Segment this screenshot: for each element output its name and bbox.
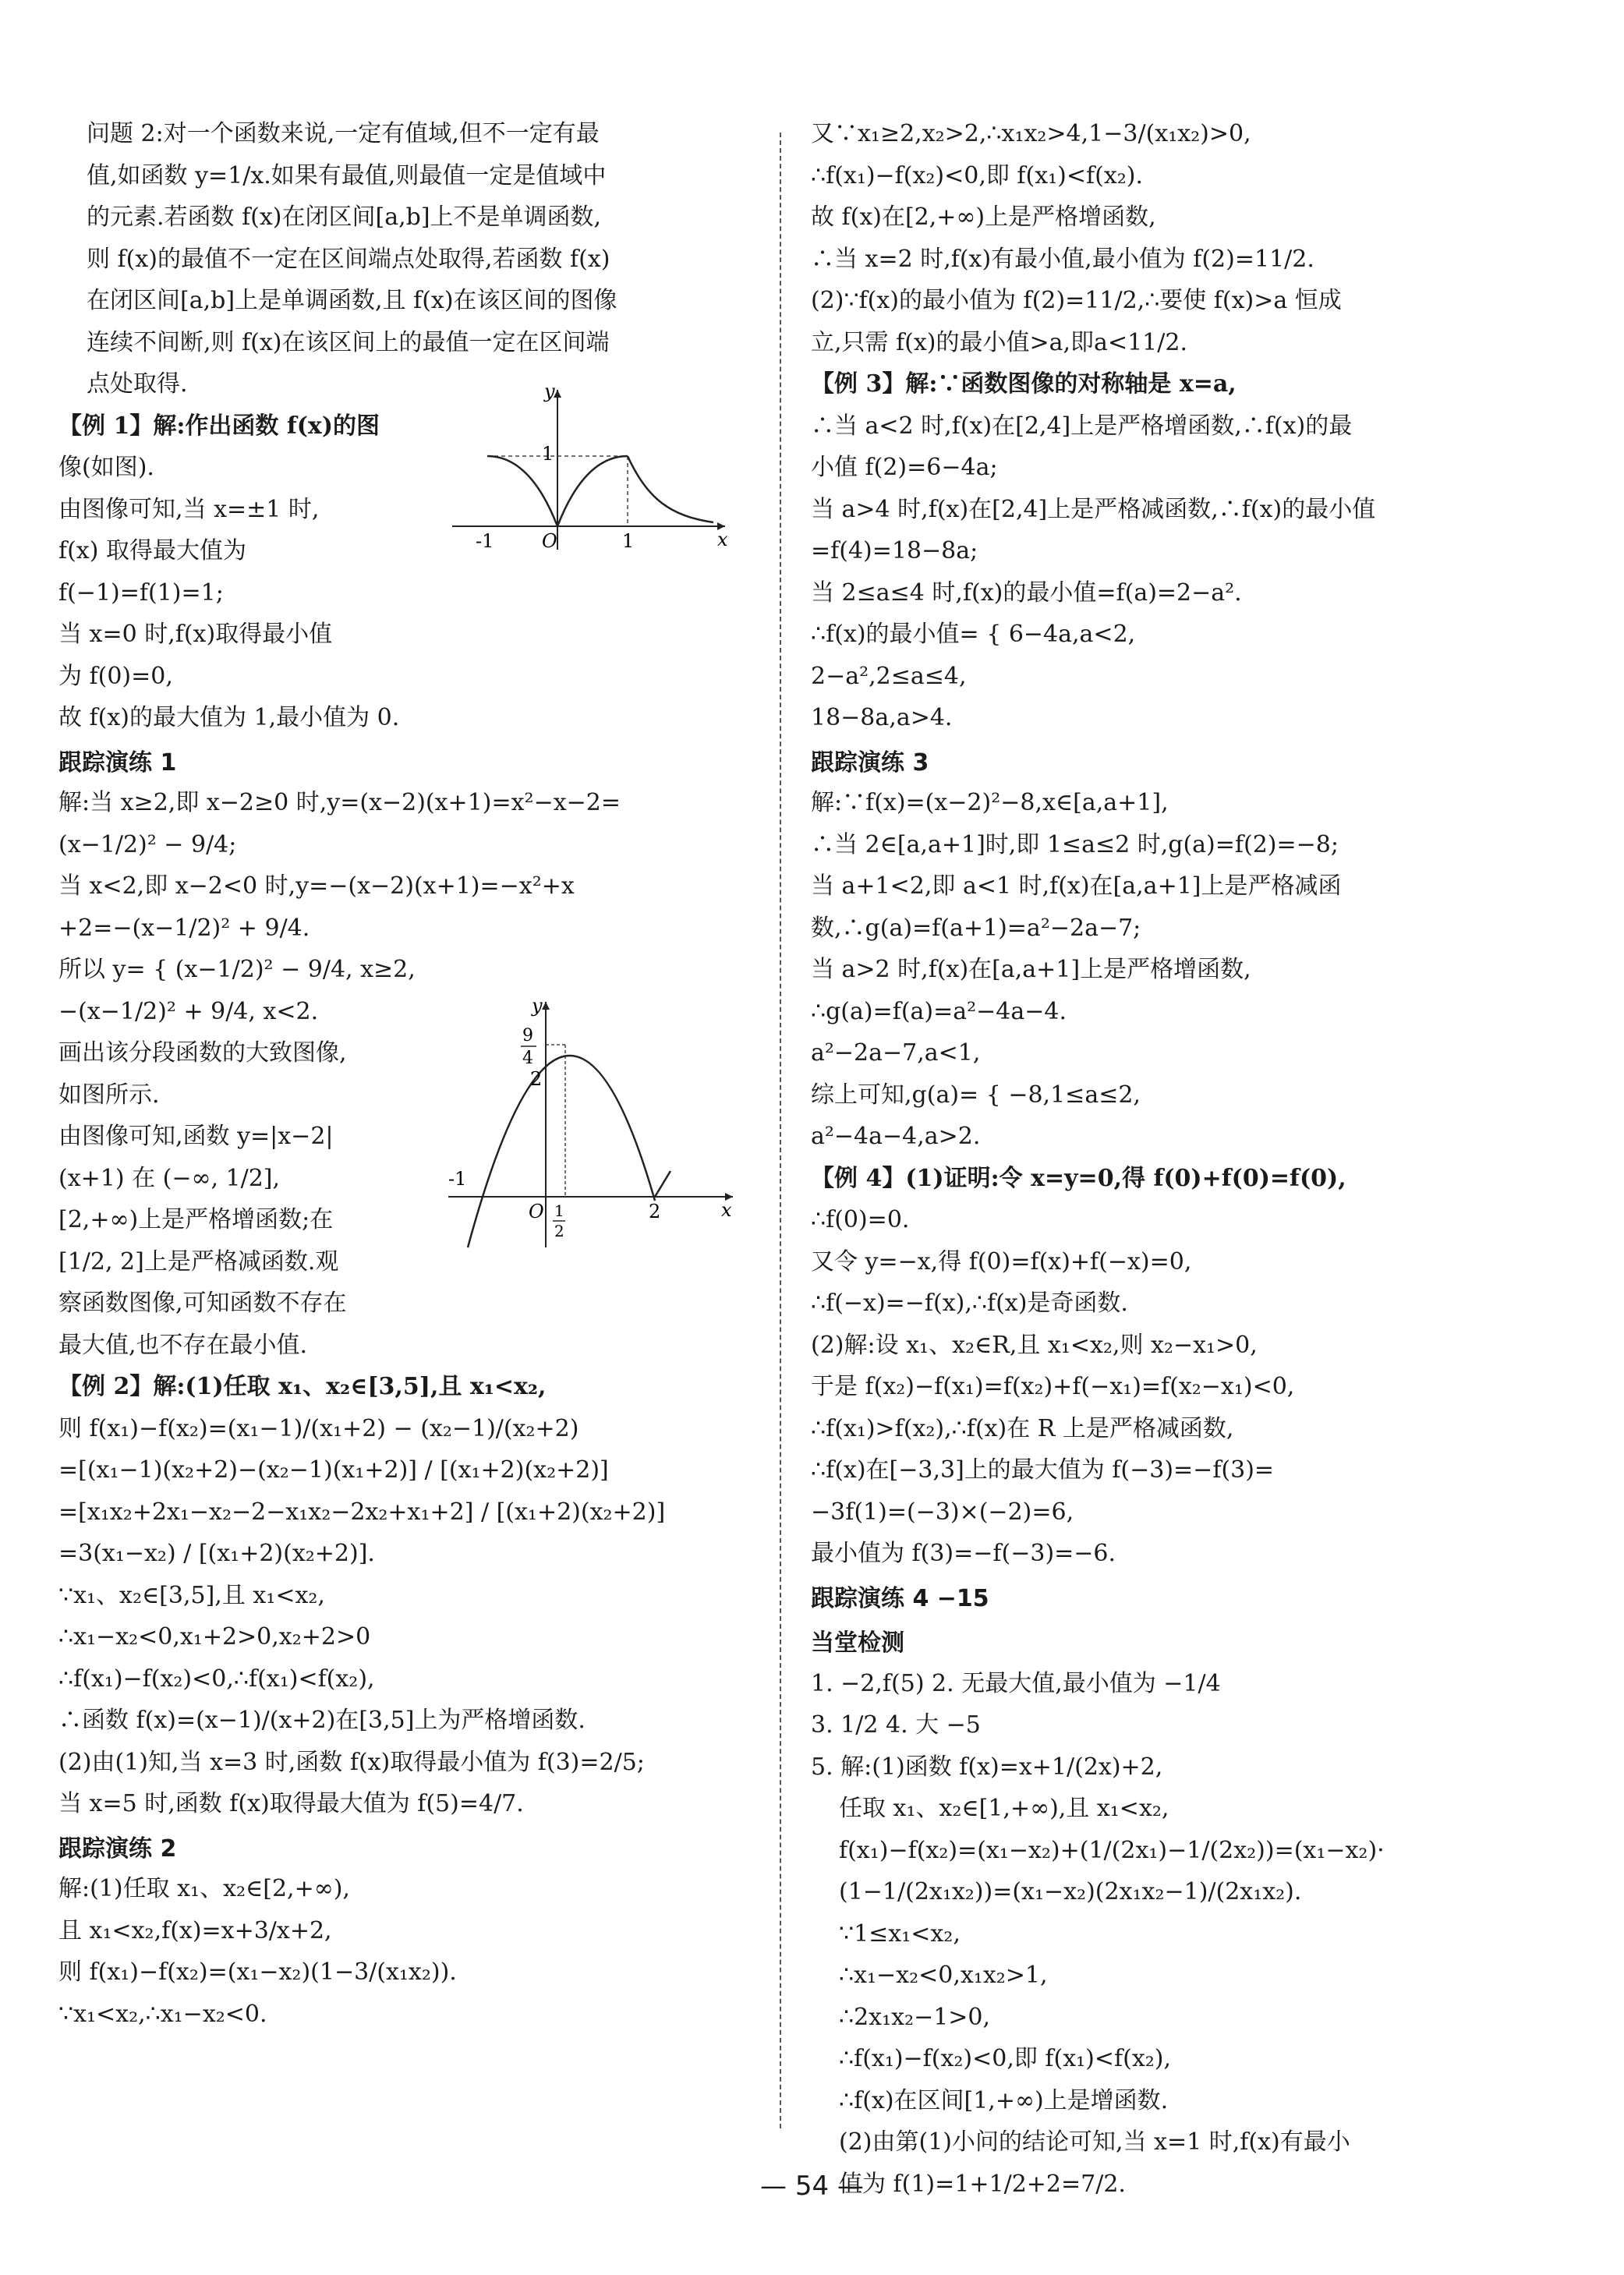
text-line: ∴当 2∈[a,a+1]时,即 1≤a≤2 时,g(a)=f(2)=−8; bbox=[811, 830, 1339, 858]
text-line: 18−8a,a>4. bbox=[811, 704, 953, 731]
text-line: ∵x₁、x₂∈[3,5],且 x₁<x₂, bbox=[58, 1581, 325, 1609]
text-line: −(x−1/2)² + 9/4, x<2. bbox=[58, 997, 319, 1025]
text-line: 最大值,也不存在最小值. bbox=[58, 1331, 308, 1359]
text-line: 任取 x₁、x₂∈[1,+∞),且 x₁<x₂, bbox=[839, 1795, 1169, 1822]
text-line: 于是 f(x₂)−f(x₁)=f(x₂)+f(−x₁)=f(x₂−x₁)<0, bbox=[811, 1373, 1295, 1400]
text-line: 点处取得. bbox=[87, 370, 188, 398]
text-line: ∴x₁−x₂<0,x₁+2>0,x₂+2>0 bbox=[58, 1623, 371, 1651]
text-line: 值为 f(1)=1+1/2+2=7/2. bbox=[839, 2170, 1126, 2198]
text-line: 5. 解:(1)函数 f(x)=x+1/(2x)+2, bbox=[811, 1753, 1163, 1781]
text-line: 则 f(x₁)−f(x₂)=(x₁−x₂)(1−3/(x₁x₂)). bbox=[58, 1958, 457, 1986]
text-line: 像(如图). bbox=[58, 454, 154, 481]
text-line: ∴f(x)的最小值= { 6−4a,a<2, bbox=[811, 621, 1136, 648]
text-line: 察函数图像,可知函数不存在 bbox=[58, 1290, 347, 1317]
text-line: −3f(1)=(−3)×(−2)=6, bbox=[811, 1498, 1074, 1526]
label-origin: O bbox=[542, 530, 557, 552]
text-line: 问题 2:对一个函数来说,一定有值域,但不一定有最 bbox=[87, 120, 600, 147]
text-line: [1/2, 2]上是严格减函数.观 bbox=[58, 1247, 339, 1275]
text-line: =f(4)=18−8a; bbox=[811, 537, 978, 564]
text-line: ∴f(−x)=−f(x),∴f(x)是奇函数. bbox=[811, 1290, 1128, 1317]
label-two: 2 bbox=[530, 1068, 543, 1090]
text-line: 解:当 x≥2,即 x−2≥0 时,y=(x−2)(x+1)=x²−x−2= bbox=[58, 789, 621, 816]
text-line: =[x₁x₂+2x₁−x₂−2−x₁x₂−2x₂+x₁+2] / [(x₁+2)(x₂+2)] bbox=[58, 1498, 666, 1526]
label-four: 4 bbox=[522, 1049, 533, 1068]
text-line: 则 f(x₁)−f(x₂)=(x₁−1)/(x₁+2) − (x₂−1)/(x₂+2) bbox=[58, 1414, 579, 1442]
text-line: =[(x₁−1)(x₂+2)−(x₂−1)(x₁+2)] / [(x₁+2)(x₂+2)] bbox=[58, 1456, 609, 1484]
text-line: ∴f(x₁)−f(x₂)<0,∴f(x₁)<f(x₂), bbox=[58, 1665, 375, 1693]
text-line: ∴当 x=2 时,f(x)有最小值,最小值为 f(2)=11/2. bbox=[811, 245, 1314, 273]
text-line: 【例 3】解:∵函数图像的对称轴是 x=a, bbox=[811, 370, 1237, 398]
text-line: 数,∴g(a)=f(a+1)=a²−2a−7; bbox=[811, 914, 1141, 942]
text-line: ∴g(a)=f(a)=a²−4a−4. bbox=[811, 997, 1067, 1025]
text-line: 又∵x₁≥2,x₂>2,∴x₁x₂>4,1−3/(x₁x₂)>0, bbox=[811, 120, 1251, 147]
text-line: 连续不间断,则 f(x)在该区间上的最值一定在区间端 bbox=[87, 328, 610, 356]
text-line: 2−a²,2≤a≤4, bbox=[811, 662, 967, 690]
text-line: 当 a+1<2,即 a<1 时,f(x)在[a,a+1]上是严格减函 bbox=[811, 872, 1342, 900]
text-line: f(x₁)−f(x₂)=(x₁−x₂)+(1/(2x₁)−1/(2x₂))=(x₁−x₂)· bbox=[839, 1836, 1385, 1864]
text-line: ∴当 a<2 时,f(x)在[2,4]上是严格增函数,∴f(x)的最 bbox=[811, 412, 1353, 440]
text-line: 故 f(x)的最大值为 1,最小值为 0. bbox=[58, 704, 400, 731]
text-line: a²−4a−4,a>2. bbox=[811, 1123, 981, 1150]
text-line: +2=−(x−1/2)² + 9/4. bbox=[58, 914, 310, 942]
text-line: 如图所示. bbox=[58, 1081, 160, 1109]
text-line: (2)由第(1)小问的结论可知,当 x=1 时,f(x)有最小 bbox=[839, 2128, 1350, 2156]
text-line: 且 x₁<x₂,f(x)=x+3/x+2, bbox=[58, 1916, 332, 1944]
text-line: 综上可知,g(a)= { −8,1≤a≤2, bbox=[811, 1081, 1141, 1109]
text-line: (1−1/(2x₁x₂))=(x₁−x₂)(2x₁x₂−1)/(2x₁x₂). bbox=[839, 1878, 1302, 1905]
text-line: 所以 y= { (x−1/2)² − 9/4, x≥2, bbox=[58, 956, 416, 983]
text-line: 在闭区间[a,b]上是单调函数,且 f(x)在该区间的图像 bbox=[87, 287, 617, 314]
text-line: 的元素.若函数 f(x)在闭区间[a,b]上不是单调函数, bbox=[87, 203, 602, 231]
text-line: 当 a>4 时,f(x)在[2,4]上是严格减函数,∴f(x)的最小值 bbox=[811, 495, 1376, 523]
text-line: (2)由(1)知,当 x=3 时,函数 f(x)取得最小值为 f(3)=2/5; bbox=[58, 1748, 645, 1776]
text-line: a²−2a−7,a<1, bbox=[811, 1039, 981, 1067]
label-half-den: 2 bbox=[554, 1222, 564, 1240]
text-line: 画出该分段函数的大致图像, bbox=[58, 1039, 347, 1067]
label-y: y bbox=[544, 382, 555, 402]
text-line: ∴f(x)在[−3,3]上的最大值为 f(−3)=−f(3)= bbox=[811, 1456, 1275, 1484]
text-line: 解:∵f(x)=(x−2)²−8,x∈[a,a+1], bbox=[811, 789, 1169, 816]
text-line: (2)解:设 x₁、x₂∈R,且 x₁<x₂,则 x₂−x₁>0, bbox=[811, 1331, 1258, 1359]
text-line: f(x) 取得最大值为 bbox=[58, 537, 246, 564]
label-origin: O bbox=[529, 1201, 544, 1222]
right-column bbox=[811, 117, 1559, 2209]
column-divider bbox=[780, 133, 781, 2128]
text-line: ∵1≤x₁<x₂, bbox=[839, 1919, 961, 1948]
graph-tracking-1 bbox=[444, 998, 741, 1255]
label-half-num: 1 bbox=[554, 1201, 564, 1220]
text-line: (2)∵f(x)的最小值为 f(2)=11/2,∴要使 f(x)>a 恒成 bbox=[811, 287, 1342, 314]
text-line: 当 2≤a≤4 时,f(x)的最小值=f(a)=2−a². bbox=[811, 578, 1242, 607]
text-line: 3. 1/2 4. 大 −5 bbox=[811, 1711, 981, 1739]
text-line: 当 x<2,即 x−2<0 时,y=−(x−2)(x+1)=−x²+x bbox=[58, 872, 575, 900]
text-line: ∴f(x₁)−f(x₂)<0,即 f(x₁)<f(x₂), bbox=[839, 2045, 1172, 2072]
text-line: 跟踪演练 4 −15 bbox=[811, 1584, 989, 1612]
label-x: x bbox=[717, 529, 728, 550]
text-line: 1. −2,f(5) 2. 无最大值,最小值为 −1/4 bbox=[811, 1669, 1221, 1697]
text-line: 由图像可知,当 x=±1 时, bbox=[58, 495, 320, 523]
text-line: 当 x=5 时,函数 f(x)取得最大值为 f(5)=4/7. bbox=[58, 1790, 524, 1817]
text-line: ∴f(0)=0. bbox=[811, 1206, 910, 1233]
text-line: 由图像可知,函数 y=|x−2| bbox=[58, 1123, 334, 1150]
text-line: ∴f(x₁)−f(x₂)<0,即 f(x₁)<f(x₂). bbox=[811, 161, 1144, 189]
text-line: 又令 y=−x,得 f(0)=f(x)+f(−x)=0, bbox=[811, 1247, 1192, 1275]
label-y: y bbox=[532, 998, 543, 1017]
text-line: 【例 1】解:作出函数 f(x)的图 bbox=[58, 412, 380, 440]
text-line: 最小值为 f(3)=−f(−3)=−6. bbox=[811, 1540, 1116, 1567]
text-line: (x+1) 在 (−∞, 1/2], bbox=[58, 1164, 281, 1192]
label-nine: 9 bbox=[522, 1026, 533, 1046]
text-line: 跟踪演练 1 bbox=[58, 748, 177, 777]
text-line: 当 x=0 时,f(x)取得最小值 bbox=[58, 621, 333, 648]
label-x: x bbox=[721, 1199, 732, 1221]
text-line: 解:(1)任取 x₁、x₂∈[2,+∞), bbox=[58, 1875, 350, 1902]
label-pos-one: 1 bbox=[622, 530, 635, 552]
text-line: 值,如函数 y=1/x.如果有最值,则最值一定是值域中 bbox=[87, 161, 607, 189]
label-two-x: 2 bbox=[649, 1201, 661, 1222]
text-line: ∴函数 f(x)=(x−1)/(x+2)在[3,5]上为严格增函数. bbox=[58, 1707, 586, 1734]
text-line: ∵x₁<x₂,∴x₁−x₂<0. bbox=[58, 2000, 267, 2028]
text-line: 为 f(0)=0, bbox=[58, 662, 173, 690]
text-line: 立,只需 f(x)的最小值>a,即a<11/2. bbox=[811, 328, 1187, 356]
text-line: ∴x₁−x₂<0,x₁x₂>1, bbox=[839, 1962, 1048, 1989]
text-line: =3(x₁−x₂) / [(x₁+2)(x₂+2)]. bbox=[58, 1540, 375, 1567]
text-line: ∴f(x₁)>f(x₂),∴f(x)在 R 上是严格减函数, bbox=[811, 1414, 1234, 1442]
label-minus-one: -1 bbox=[476, 530, 494, 552]
text-line: ∴f(x)在区间[1,+∞)上是增函数. bbox=[839, 2086, 1169, 2114]
text-line: 当堂检测 bbox=[811, 1629, 904, 1657]
text-line: f(−1)=f(1)=1; bbox=[58, 578, 224, 607]
text-line: 【例 2】解:(1)任取 x₁、x₂∈[3,5],且 x₁<x₂, bbox=[58, 1373, 547, 1400]
label-minus-one: -1 bbox=[448, 1168, 467, 1190]
text-line: 则 f(x)的最值不一定在区间端点处取得,若函数 f(x) bbox=[87, 245, 610, 273]
page-number: — 54 — bbox=[760, 2171, 864, 2202]
graph-example-1 bbox=[452, 382, 733, 554]
text-line: (x−1/2)² − 9/4; bbox=[58, 830, 237, 858]
text-line: [2,+∞)上是严格增函数;在 bbox=[58, 1206, 334, 1233]
text-line: 【例 4】(1)证明:令 x=y=0,得 f(0)+f(0)=f(0), bbox=[811, 1164, 1346, 1192]
text-line: 故 f(x)在[2,+∞)上是严格增函数, bbox=[811, 203, 1156, 231]
text-line: 当 a>2 时,f(x)在[a,a+1]上是严格增函数, bbox=[811, 956, 1251, 983]
label-one: 1 bbox=[542, 443, 554, 465]
text-line: ∴2x₁x₂−1>0, bbox=[839, 2003, 991, 2031]
text-line: 跟踪演练 2 bbox=[58, 1835, 177, 1863]
text-line: 小值 f(2)=6−4a; bbox=[811, 454, 998, 481]
text-line: 跟踪演练 3 bbox=[811, 748, 929, 777]
